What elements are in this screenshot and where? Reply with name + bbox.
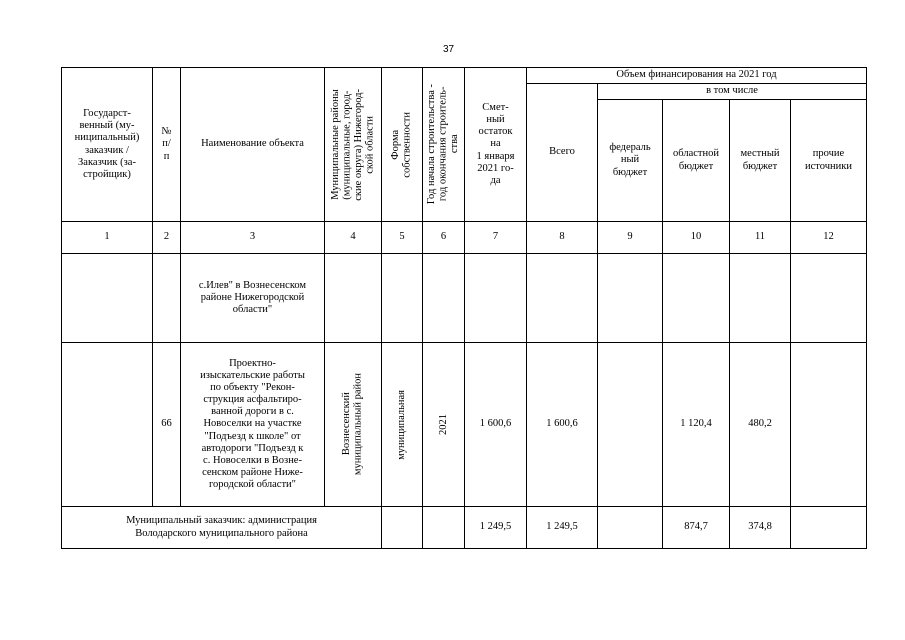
- summary-regional: 874,7: [663, 507, 730, 549]
- financing-table: [61, 67, 867, 549]
- row-district: [325, 254, 382, 343]
- row-federal: [598, 343, 663, 507]
- summary-row: [62, 507, 867, 549]
- row-years: 2021: [437, 414, 449, 435]
- summary-years: [423, 507, 465, 549]
- summary-total: 1 249,5: [527, 507, 598, 549]
- row-total: 1 600,6: [527, 343, 598, 507]
- row-years: [423, 254, 465, 343]
- column-number: 8: [527, 222, 598, 254]
- row-local: [730, 254, 791, 343]
- column-number: 4: [325, 222, 382, 254]
- row-district: Вознесенский муниципальный район: [341, 373, 364, 476]
- row-estimate: [465, 254, 527, 343]
- header-ownership: Форма собственности: [390, 111, 413, 178]
- row-ownership: [382, 254, 423, 343]
- header-regional: областной бюджет: [663, 100, 730, 222]
- column-number: 12: [791, 222, 867, 254]
- row-estimate: 1 600,6: [465, 343, 527, 507]
- row-other: [791, 343, 867, 507]
- column-number: 11: [730, 222, 791, 254]
- header-years: Год начала строительства - год окончания строитель- ства: [426, 84, 461, 205]
- row-object-name: с.Илев" в Вознесенском районе Нижегородской области": [181, 254, 325, 343]
- header-funding-title: Объем финансирования на 2021 год: [527, 68, 867, 84]
- column-number: 1: [62, 222, 153, 254]
- header-including: в том числе: [598, 84, 867, 100]
- header-row: [62, 68, 867, 84]
- row-regional: 1 120,4: [663, 343, 730, 507]
- page-number: 37: [443, 44, 455, 55]
- summary-estimate: 1 249,5: [465, 507, 527, 549]
- row-customer: [62, 343, 153, 507]
- row-customer: [62, 254, 153, 343]
- header-estimate: Смет- ный остаток на 1 января 2021 го- да: [465, 68, 527, 222]
- header-years-cell: [423, 68, 465, 222]
- column-number: 10: [663, 222, 730, 254]
- row-ownership-cell: [382, 343, 423, 507]
- summary-local: 374,8: [730, 507, 791, 549]
- header-customer: Государст- венный (му- ниципальный) заказчик / Заказчик (за- стройщик): [62, 68, 153, 222]
- row-regional: [663, 254, 730, 343]
- header-ownership-cell: [382, 68, 423, 222]
- header-object-name: Наименование объекта: [181, 68, 325, 222]
- table-row: [62, 254, 867, 343]
- row-number: [153, 254, 181, 343]
- summary-other: [791, 507, 867, 549]
- row-object-name: Проектно- изыскательские работы по объекту "Рекон- струкция асфальтиро- ванной дороги в с. Новоселки на участке "Подъезд к школе" от автодороги "Подъезд к с. Новоселки в Возне- сенском районе Ниже- городской области": [181, 343, 325, 507]
- header-districts-cell: [325, 68, 382, 222]
- header-local: местный бюджет: [730, 100, 791, 222]
- summary-label: Муниципальный заказчик: администрация Володарского муниципального района: [62, 507, 382, 549]
- column-number-row: [62, 222, 867, 254]
- row-federal: [598, 254, 663, 343]
- row-district-cell: [325, 343, 382, 507]
- row-local: 480,2: [730, 343, 791, 507]
- header-total: Всего: [527, 84, 598, 222]
- header-federal: федераль ный бюджет: [598, 100, 663, 222]
- header-other: прочие источники: [791, 100, 867, 222]
- summary-federal: [598, 507, 663, 549]
- row-other: [791, 254, 867, 343]
- column-number: 9: [598, 222, 663, 254]
- column-number: 7: [465, 222, 527, 254]
- header-districts: Муниципальные районы (муниципальные, город- ские округа) Нижегород- ской области: [329, 88, 376, 201]
- summary-ownership: [382, 507, 423, 549]
- row-ownership: муниципальная: [396, 389, 408, 460]
- table-row: [62, 343, 867, 507]
- row-number: 66: [153, 343, 181, 507]
- column-number: 5: [382, 222, 423, 254]
- header-number: № п/ п: [153, 68, 181, 222]
- row-years-cell: [423, 343, 465, 507]
- column-number: 6: [423, 222, 465, 254]
- column-number: 2: [153, 222, 181, 254]
- column-number: 3: [181, 222, 325, 254]
- row-total: [527, 254, 598, 343]
